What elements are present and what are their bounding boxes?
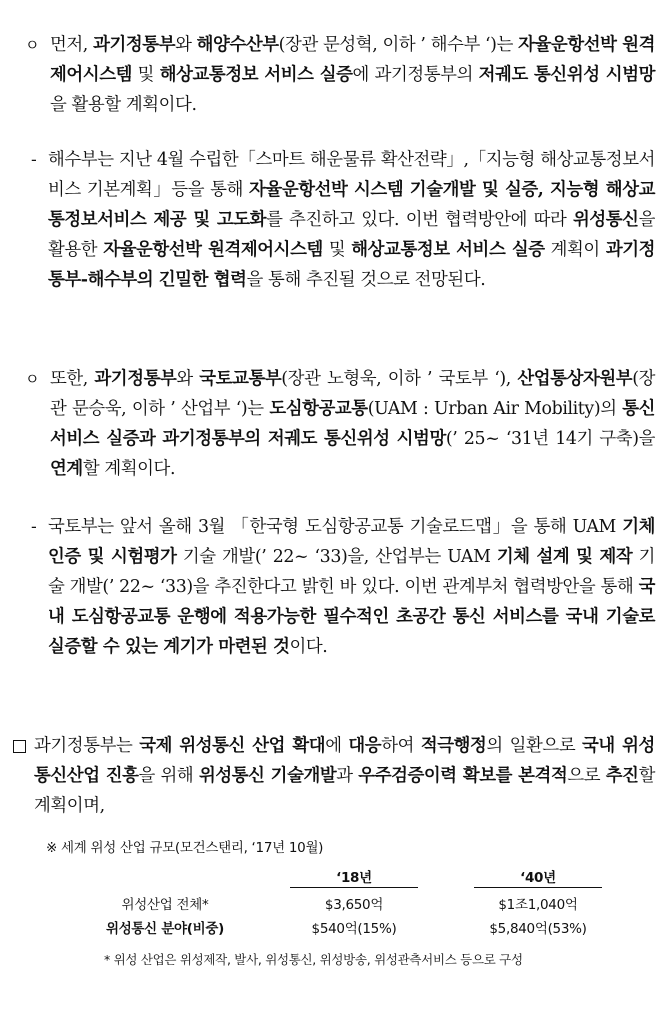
paragraph-msit-plan: 과기정통부는 국제 위성통신 산업 확대에 대응하여 적극행정의 일환으로 국내 위성통신산업 진흥을 위해 위성통신 기술개발과 우주검증이력 확보를 본격적으로 추진할 계획이며,	[34, 736, 655, 816]
header-underline	[474, 887, 602, 888]
dash-bullet: -	[31, 517, 37, 537]
dash-bullet: -	[31, 150, 37, 170]
header-underline	[290, 887, 418, 888]
row-label: 위성통신 분야(비중)	[105, 921, 225, 937]
row-label: 위성산업 전체*	[121, 897, 209, 913]
circle-bullet: ㅇ	[25, 36, 40, 54]
checkbox-square-bullet	[13, 740, 26, 753]
paragraph-ocean-ministry-detail: 해수부는 지난 4월 수립한「스마트 해운물류 확산전략」,「지능형 해상교통정보서비스 기본계획」등을 통해 자율운항선박 시스템 기술개발 및 실증, 지능형 해상교통정보서비스 제공 및 고도화를 추진하고 있다. 이번 협력방안에 따라 위성통신을 활용한 자율운항선박 원격제어시스템 및 해상교통정보 서비스 실증 계획이 과기정통부-해수부의 긴밀한 협력을 통해 추진될 것으로 전망된다.	[48, 150, 656, 290]
table-cell: $540억(15%)	[311, 921, 397, 937]
table-footnote: * 위성 산업은 위성제작, 발사, 위성통신, 위성방송, 위성관측서비스 등으로 구성	[104, 952, 523, 967]
table-cell: $5,840억(53%)	[489, 921, 587, 937]
paragraph-uam-ministries: 또한, 과기정통부와 국토교통부(장관 노형욱, 이하 ’ 국토부 ‘), 산업통상자원부(장관 문승욱, 이하 ’ 산업부 ‘)는 도심항공교통(UAM : Urban Air Mobility)의 통신서비스 실증과 과기정통부의 저궤도 통신위성 시범망(’ 25~ ‘31년 14기 구축)을 연계할 계획이다.	[50, 369, 656, 479]
table-cell: $1조1,040억	[498, 897, 578, 913]
table-cell: $3,650억	[324, 897, 384, 913]
paragraph-ocean-ministry: 먼저, 과기정통부와 해양수산부(장관 문성혁, 이하 ’ 해수부 ‘)는 자율운항선박 원격제어시스템 및 해상교통정보 서비스 실증에 과기정통부의 저궤도 통신위성 시범망을 활용할 계획이다.	[50, 35, 656, 115]
circle-bullet: ㅇ	[25, 370, 40, 388]
column-header-2040: ‘40년	[520, 870, 556, 886]
column-header-2018: ‘18년	[336, 870, 372, 886]
paragraph-uam-roadmap: 국토부는 앞서 올해 3월 「한국형 도심항공교통 기술로드맵」을 통해 UAM 기체 인증 및 시험평가 기술 개발(’ 22~ ‘33)을, 산업부는 UAM 기체 설계 및 제작 기술 개발(’ 22~ ‘33)을 추진한다고 밝힌 바 있다. 이번 관계부처 협력방안을 통해 국내 도심항공교통 운행에 적용가능한 필수적인 초공간 통신 서비스를 국내 기술로 실증할 수 있는 계기가 마련된 것이다.	[48, 517, 656, 657]
table-note: ※ 세계 위성 산업 규모(모건스탠리, ‘17년 10월)	[46, 840, 324, 856]
